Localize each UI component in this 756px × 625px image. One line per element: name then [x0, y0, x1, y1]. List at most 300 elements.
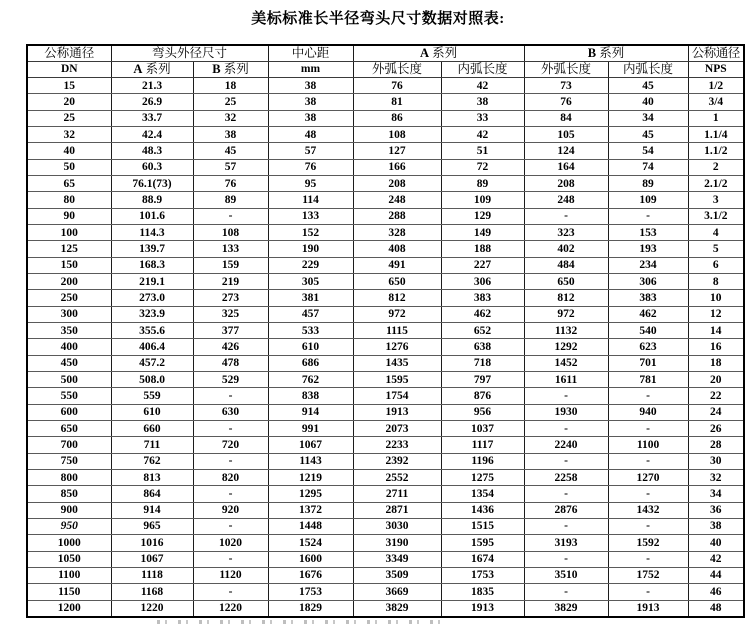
cell-a-inner-arc: 638 [441, 339, 524, 355]
cell-a-inner-arc: 1515 [441, 518, 524, 534]
cell-a-outer-arc: 76 [353, 78, 441, 94]
cell-b-outer-arc: 2258 [524, 469, 608, 485]
cell-dn: 80 [27, 192, 111, 208]
cell-center-distance: 991 [268, 420, 353, 436]
table-row [27, 453, 744, 469]
cell-center-distance: 457 [268, 306, 353, 322]
elbow-dimension-table [26, 44, 745, 618]
cell-a-inner-arc: 876 [441, 388, 524, 404]
cell-dn: 400 [27, 339, 111, 355]
cell-a-inner-arc: 797 [441, 371, 524, 387]
cell-b-inner-arc: 1100 [608, 437, 688, 453]
cell-a-outer-arc: 108 [353, 126, 441, 142]
cell-a-outer-arc: 2552 [353, 469, 441, 485]
cell-center-distance: 381 [268, 290, 353, 306]
cell-b-inner-arc: 40 [608, 94, 688, 110]
cell-a-inner-arc: 109 [441, 192, 524, 208]
cell-b-outer-arc: - [524, 420, 608, 436]
cell-center-distance: 1372 [268, 502, 353, 518]
cell-dn: 40 [27, 143, 111, 159]
cell-dn: 250 [27, 290, 111, 306]
cell-center-distance: 133 [268, 208, 353, 224]
cell-nps: 36 [688, 502, 744, 518]
cell-dn: 600 [27, 404, 111, 420]
cell-b-inner-arc: 54 [608, 143, 688, 159]
cell-od-a-series: 219.1 [111, 273, 193, 289]
cell-dn: 1150 [27, 584, 111, 600]
subheader-b-outer-arc: 外弧长度 [524, 62, 608, 78]
cell-b-outer-arc: 2240 [524, 437, 608, 453]
table-row [27, 257, 744, 273]
cell-center-distance: 1448 [268, 518, 353, 534]
cell-b-outer-arc: - [524, 388, 608, 404]
cell-od-a-series: 864 [111, 486, 193, 502]
cell-center-distance: 1219 [268, 469, 353, 485]
cell-b-outer-arc: 73 [524, 78, 608, 94]
cell-b-inner-arc: 540 [608, 322, 688, 338]
cell-a-outer-arc: 2871 [353, 502, 441, 518]
cell-a-inner-arc: 1037 [441, 420, 524, 436]
cell-dn: 32 [27, 126, 111, 142]
cell-center-distance: 1600 [268, 551, 353, 567]
cell-od-a-series: 273.0 [111, 290, 193, 306]
cell-nps: 18 [688, 355, 744, 371]
cell-center-distance: 229 [268, 257, 353, 273]
cell-od-b-series: 219 [193, 273, 268, 289]
cell-a-inner-arc: 89 [441, 175, 524, 191]
cell-center-distance: 38 [268, 94, 353, 110]
cell-nps: 5 [688, 241, 744, 257]
cell-a-inner-arc: 33 [441, 110, 524, 126]
cell-nps: 2.1/2 [688, 175, 744, 191]
cell-center-distance: 305 [268, 273, 353, 289]
table-row [27, 355, 744, 371]
table-row [27, 126, 744, 142]
cell-dn: 200 [27, 273, 111, 289]
cell-a-outer-arc: 127 [353, 143, 441, 159]
cell-a-inner-arc: 1913 [441, 600, 524, 617]
cell-od-a-series: 21.3 [111, 78, 193, 94]
cell-od-a-series: 76.1(73) [111, 175, 193, 191]
cell-nps: 32 [688, 469, 744, 485]
cell-b-outer-arc: 248 [524, 192, 608, 208]
cell-b-inner-arc: 153 [608, 224, 688, 240]
subheader-nps: NPS [688, 62, 744, 78]
cell-od-a-series: 914 [111, 502, 193, 518]
cell-a-inner-arc: 956 [441, 404, 524, 420]
cell-od-a-series: 1168 [111, 584, 193, 600]
table-body [27, 78, 744, 618]
cell-b-outer-arc: 76 [524, 94, 608, 110]
cell-dn: 65 [27, 175, 111, 191]
cell-center-distance: 914 [268, 404, 353, 420]
cell-nps: 4 [688, 224, 744, 240]
subheader-mm: mm [268, 62, 353, 78]
table-row [27, 290, 744, 306]
cell-od-b-series: 76 [193, 175, 268, 191]
cell-b-inner-arc: 781 [608, 371, 688, 387]
subheader-od-b-series: B 系列 [193, 62, 268, 78]
cell-center-distance: 610 [268, 339, 353, 355]
cell-center-distance: 1067 [268, 437, 353, 453]
cell-a-outer-arc: 81 [353, 94, 441, 110]
cell-b-outer-arc: 3510 [524, 567, 608, 583]
header-sub-row [27, 62, 744, 78]
cell-center-distance: 533 [268, 322, 353, 338]
table-row [27, 78, 744, 94]
cell-nps: 40 [688, 535, 744, 551]
cell-a-inner-arc: 652 [441, 322, 524, 338]
cell-b-outer-arc: 164 [524, 159, 608, 175]
subheader-od-a-series: A 系列 [111, 62, 193, 78]
cell-a-outer-arc: 2711 [353, 486, 441, 502]
cell-b-inner-arc: 74 [608, 159, 688, 175]
cell-a-outer-arc: 2233 [353, 437, 441, 453]
cell-a-outer-arc: 1754 [353, 388, 441, 404]
cell-b-outer-arc: 1132 [524, 322, 608, 338]
cell-od-b-series: 377 [193, 322, 268, 338]
cell-dn: 750 [27, 453, 111, 469]
table-row [27, 404, 744, 420]
header-group-row [27, 45, 744, 62]
cell-nps: 22 [688, 388, 744, 404]
cell-dn: 850 [27, 486, 111, 502]
cell-od-a-series: 88.9 [111, 192, 193, 208]
cell-center-distance: 1753 [268, 584, 353, 600]
cell-b-inner-arc: 1913 [608, 600, 688, 617]
cell-dn: 350 [27, 322, 111, 338]
cell-dn: 650 [27, 420, 111, 436]
cell-b-outer-arc: - [524, 453, 608, 469]
subheader-b-inner-arc: 内弧长度 [608, 62, 688, 78]
cell-od-b-series: - [193, 453, 268, 469]
cell-a-inner-arc: 306 [441, 273, 524, 289]
cell-dn: 500 [27, 371, 111, 387]
table-row [27, 420, 744, 436]
cell-od-b-series: - [193, 551, 268, 567]
cell-od-b-series: 1220 [193, 600, 268, 617]
cell-nps: 1.1/2 [688, 143, 744, 159]
cell-a-outer-arc: 408 [353, 241, 441, 257]
cell-b-outer-arc: 402 [524, 241, 608, 257]
cell-nps: 6 [688, 257, 744, 273]
cell-a-inner-arc: 227 [441, 257, 524, 273]
cell-center-distance: 95 [268, 175, 353, 191]
cell-nps: 34 [688, 486, 744, 502]
cell-nps: 14 [688, 322, 744, 338]
subheader-a-outer-arc: 外弧长度 [353, 62, 441, 78]
header-b-series-group: B 系列 [524, 45, 688, 62]
cell-od-b-series: 325 [193, 306, 268, 322]
cell-od-b-series: - [193, 208, 268, 224]
cell-b-outer-arc: 1611 [524, 371, 608, 387]
header-nominal-diameter-nps: 公称通径 [688, 45, 744, 62]
cell-dn: 550 [27, 388, 111, 404]
cell-a-inner-arc: 42 [441, 126, 524, 142]
cell-od-b-series: 38 [193, 126, 268, 142]
cell-a-outer-arc: 2073 [353, 420, 441, 436]
cell-od-b-series: 108 [193, 224, 268, 240]
cell-b-outer-arc: - [524, 551, 608, 567]
cell-nps: 3.1/2 [688, 208, 744, 224]
table-row [27, 208, 744, 224]
cell-b-inner-arc: - [608, 551, 688, 567]
cell-a-outer-arc: 1913 [353, 404, 441, 420]
cell-od-a-series: 323.9 [111, 306, 193, 322]
table-row [27, 143, 744, 159]
cell-a-outer-arc: 328 [353, 224, 441, 240]
cell-center-distance: 762 [268, 371, 353, 387]
cell-b-inner-arc: - [608, 486, 688, 502]
cell-center-distance: 1295 [268, 486, 353, 502]
cell-od-a-series: 139.7 [111, 241, 193, 257]
cell-b-outer-arc: 3829 [524, 600, 608, 617]
table-row [27, 322, 744, 338]
cell-a-outer-arc: 166 [353, 159, 441, 175]
cell-a-outer-arc: 3030 [353, 518, 441, 534]
cell-od-a-series: 355.6 [111, 322, 193, 338]
cell-b-inner-arc: 45 [608, 126, 688, 142]
header-elbow-outer-diameter: 弯头外径尺寸 [111, 45, 268, 62]
cell-b-inner-arc: 306 [608, 273, 688, 289]
cell-od-b-series: 1020 [193, 535, 268, 551]
cell-b-outer-arc: 124 [524, 143, 608, 159]
cell-a-outer-arc: 86 [353, 110, 441, 126]
cutoff-text-remnant [152, 620, 444, 624]
cell-od-b-series: 133 [193, 241, 268, 257]
table-row [27, 600, 744, 617]
cell-b-inner-arc: - [608, 388, 688, 404]
cell-od-b-series: 1120 [193, 567, 268, 583]
cell-od-a-series: 1118 [111, 567, 193, 583]
cell-a-inner-arc: 718 [441, 355, 524, 371]
cell-od-a-series: 42.4 [111, 126, 193, 142]
table-row [27, 535, 744, 551]
cell-a-inner-arc: 1117 [441, 437, 524, 453]
cell-od-a-series: 965 [111, 518, 193, 534]
table-row [27, 110, 744, 126]
subheader-dn: DN [27, 62, 111, 78]
cell-od-a-series: 168.3 [111, 257, 193, 273]
cell-od-b-series: 630 [193, 404, 268, 420]
cell-od-b-series: 89 [193, 192, 268, 208]
cell-od-b-series: - [193, 518, 268, 534]
cell-nps: 42 [688, 551, 744, 567]
cell-od-b-series: 720 [193, 437, 268, 453]
cell-od-a-series: 26.9 [111, 94, 193, 110]
cell-nps: 1/2 [688, 78, 744, 94]
cell-a-outer-arc: 812 [353, 290, 441, 306]
cell-b-outer-arc: - [524, 486, 608, 502]
cell-a-outer-arc: 1115 [353, 322, 441, 338]
cell-b-outer-arc: 105 [524, 126, 608, 142]
table-row [27, 469, 744, 485]
cell-a-inner-arc: 188 [441, 241, 524, 257]
cell-a-outer-arc: 491 [353, 257, 441, 273]
cell-b-outer-arc: 3193 [524, 535, 608, 551]
cell-a-outer-arc: 972 [353, 306, 441, 322]
cell-dn: 1100 [27, 567, 111, 583]
cell-a-outer-arc: 288 [353, 208, 441, 224]
cell-b-inner-arc: 383 [608, 290, 688, 306]
cell-b-inner-arc: - [608, 453, 688, 469]
cell-nps: 1.1/4 [688, 126, 744, 142]
cell-od-b-series: 273 [193, 290, 268, 306]
table-row [27, 486, 744, 502]
cell-a-inner-arc: 462 [441, 306, 524, 322]
cell-a-outer-arc: 3190 [353, 535, 441, 551]
cell-od-b-series: - [193, 584, 268, 600]
cell-b-inner-arc: 701 [608, 355, 688, 371]
cell-b-inner-arc: 1752 [608, 567, 688, 583]
cell-b-outer-arc: 484 [524, 257, 608, 273]
cell-od-a-series: 711 [111, 437, 193, 453]
cell-dn: 800 [27, 469, 111, 485]
cell-b-outer-arc: 650 [524, 273, 608, 289]
cell-a-inner-arc: 72 [441, 159, 524, 175]
table-row [27, 339, 744, 355]
cell-od-a-series: 610 [111, 404, 193, 420]
cell-od-b-series: 18 [193, 78, 268, 94]
cell-b-outer-arc: 1292 [524, 339, 608, 355]
cell-nps: 3 [688, 192, 744, 208]
cell-od-a-series: 762 [111, 453, 193, 469]
cell-b-outer-arc: 84 [524, 110, 608, 126]
cell-b-inner-arc: - [608, 518, 688, 534]
table-row [27, 192, 744, 208]
table-row [27, 94, 744, 110]
cell-b-outer-arc: - [524, 208, 608, 224]
cell-b-outer-arc: 323 [524, 224, 608, 240]
header-a-series-group: A 系列 [353, 45, 524, 62]
cell-b-inner-arc: 45 [608, 78, 688, 94]
cell-a-outer-arc: 3669 [353, 584, 441, 600]
table-row [27, 388, 744, 404]
cell-center-distance: 57 [268, 143, 353, 159]
cell-center-distance: 1829 [268, 600, 353, 617]
cell-od-b-series: - [193, 486, 268, 502]
cell-a-inner-arc: 38 [441, 94, 524, 110]
cell-od-b-series: 159 [193, 257, 268, 273]
cell-b-inner-arc: 462 [608, 306, 688, 322]
cell-b-outer-arc: - [524, 584, 608, 600]
table-row [27, 224, 744, 240]
cell-b-outer-arc: 1930 [524, 404, 608, 420]
cell-b-inner-arc: 193 [608, 241, 688, 257]
cell-nps: 48 [688, 600, 744, 617]
cell-dn: 15 [27, 78, 111, 94]
cell-center-distance: 76 [268, 159, 353, 175]
cell-a-outer-arc: 3829 [353, 600, 441, 617]
cell-nps: 44 [688, 567, 744, 583]
table-row [27, 518, 744, 534]
cell-b-inner-arc: 940 [608, 404, 688, 420]
cell-a-outer-arc: 1595 [353, 371, 441, 387]
cell-a-inner-arc: 129 [441, 208, 524, 224]
cell-a-outer-arc: 248 [353, 192, 441, 208]
cell-dn: 90 [27, 208, 111, 224]
cell-dn: 300 [27, 306, 111, 322]
cell-nps: 3/4 [688, 94, 744, 110]
cell-a-outer-arc: 1435 [353, 355, 441, 371]
cell-dn: 25 [27, 110, 111, 126]
cell-center-distance: 1143 [268, 453, 353, 469]
table-row [27, 241, 744, 257]
cell-od-a-series: 457.2 [111, 355, 193, 371]
cell-dn: 100 [27, 224, 111, 240]
table-row [27, 371, 744, 387]
cell-dn: 50 [27, 159, 111, 175]
cell-dn: 20 [27, 94, 111, 110]
cell-dn: 450 [27, 355, 111, 371]
cell-b-inner-arc: - [608, 208, 688, 224]
cell-a-inner-arc: 1674 [441, 551, 524, 567]
cell-od-a-series: 508.0 [111, 371, 193, 387]
table-row [27, 437, 744, 453]
cell-od-a-series: 33.7 [111, 110, 193, 126]
cell-center-distance: 38 [268, 110, 353, 126]
cell-a-inner-arc: 1835 [441, 584, 524, 600]
cell-nps: 38 [688, 518, 744, 534]
cell-b-outer-arc: 1452 [524, 355, 608, 371]
header-center-distance: 中心距 [268, 45, 353, 62]
cell-b-inner-arc: - [608, 420, 688, 436]
cell-od-a-series: 1220 [111, 600, 193, 617]
cell-od-b-series: 920 [193, 502, 268, 518]
cell-dn: 1200 [27, 600, 111, 617]
cell-dn: 125 [27, 241, 111, 257]
cell-nps: 1 [688, 110, 744, 126]
cell-a-inner-arc: 1595 [441, 535, 524, 551]
cell-dn: 950 [27, 518, 111, 534]
cell-dn: 700 [27, 437, 111, 453]
cell-b-inner-arc: 109 [608, 192, 688, 208]
cell-od-a-series: 406.4 [111, 339, 193, 355]
cell-b-inner-arc: 34 [608, 110, 688, 126]
cell-center-distance: 838 [268, 388, 353, 404]
cell-b-outer-arc: - [524, 518, 608, 534]
cell-a-outer-arc: 2392 [353, 453, 441, 469]
cell-od-b-series: 57 [193, 159, 268, 175]
cell-nps: 30 [688, 453, 744, 469]
cell-dn: 900 [27, 502, 111, 518]
cell-od-a-series: 559 [111, 388, 193, 404]
cell-dn: 1000 [27, 535, 111, 551]
cell-center-distance: 38 [268, 78, 353, 94]
cell-a-inner-arc: 149 [441, 224, 524, 240]
table-row [27, 306, 744, 322]
cell-a-outer-arc: 650 [353, 273, 441, 289]
cell-a-outer-arc: 1276 [353, 339, 441, 355]
cell-od-a-series: 60.3 [111, 159, 193, 175]
cell-od-b-series: - [193, 420, 268, 436]
cell-nps: 16 [688, 339, 744, 355]
cell-a-outer-arc: 3509 [353, 567, 441, 583]
cell-od-a-series: 813 [111, 469, 193, 485]
cell-dn: 150 [27, 257, 111, 273]
cell-od-a-series: 1067 [111, 551, 193, 567]
table-row [27, 584, 744, 600]
cell-nps: 10 [688, 290, 744, 306]
cell-nps: 20 [688, 371, 744, 387]
header-nominal-diameter-dn: 公称通径 [27, 45, 111, 62]
cell-a-inner-arc: 51 [441, 143, 524, 159]
cell-a-inner-arc: 383 [441, 290, 524, 306]
cell-a-inner-arc: 1275 [441, 469, 524, 485]
cell-dn: 1050 [27, 551, 111, 567]
cell-nps: 24 [688, 404, 744, 420]
cell-center-distance: 152 [268, 224, 353, 240]
